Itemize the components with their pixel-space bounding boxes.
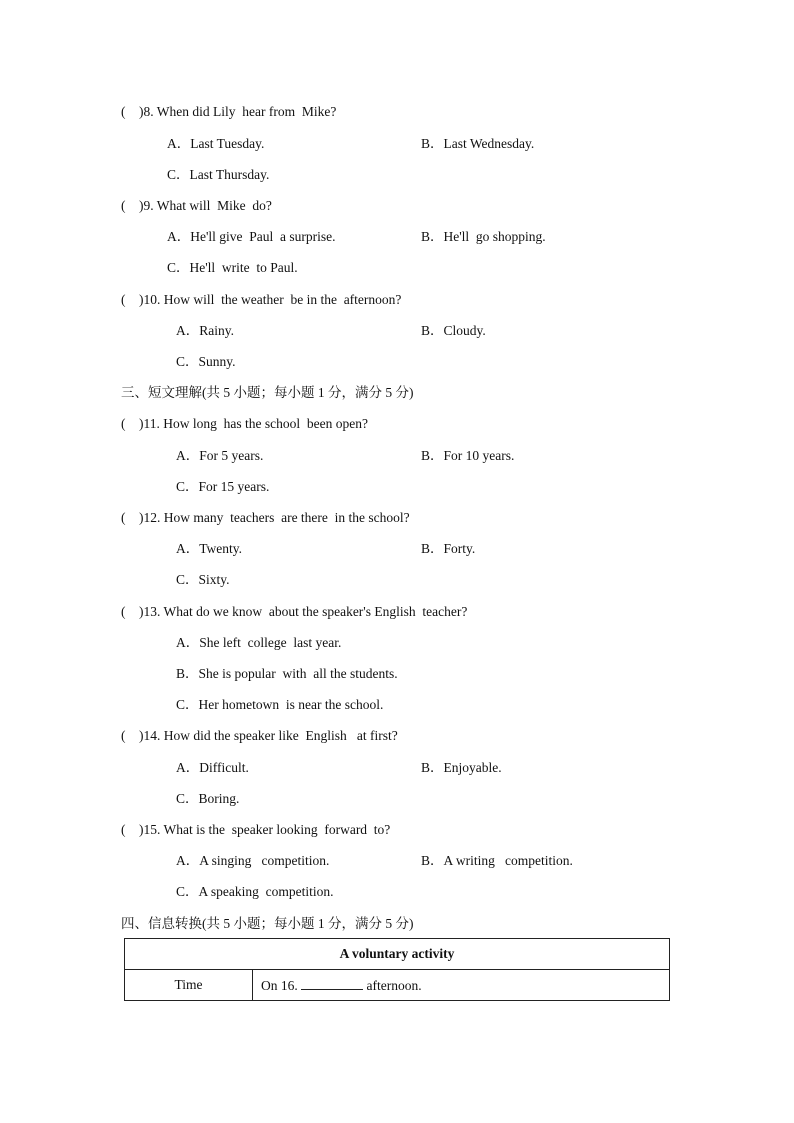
question-stem-14: ( )14. How did the speaker like English at first? <box>121 728 398 743</box>
option-b-9: B．He'll go shopping. <box>421 229 546 244</box>
option-b-13: B．She is popular with all the students. <box>176 666 398 681</box>
option-a-10: A．Rainy. <box>176 323 234 338</box>
section-heading-four: 四、信息转换(共 5 小题；每小题 1 分，满分 5 分) <box>121 916 414 931</box>
option-a-9: A．He'll give Paul a surprise. <box>167 229 336 244</box>
option-a-14: A．Difficult. <box>176 760 249 775</box>
option-c-15: C．A speaking competition. <box>176 884 334 899</box>
question-stem-11: ( )11. How long has the school been open? <box>121 416 368 431</box>
option-c-9: C．He'll write to Paul. <box>167 260 298 275</box>
option-b-8: B．Last Wednesday. <box>421 136 535 151</box>
question-stem-13: ( )13. What do we know about the speaker's English teacher? <box>121 604 468 619</box>
table-title: A voluntary activity <box>125 939 670 970</box>
table-row-value-prefix: On 16. <box>261 977 298 993</box>
table-title-row <box>125 939 670 970</box>
option-c-11: C．For 15 years. <box>176 479 270 494</box>
option-a-12: A．Twenty. <box>176 541 243 556</box>
option-a-13: A．She left college last year. <box>176 635 342 650</box>
info-table <box>124 938 670 1001</box>
table-row-value-suffix: afternoon. <box>363 977 422 993</box>
section-heading-three: 三、短文理解(共 5 小题；每小题 1 分，满分 5 分) <box>121 385 414 400</box>
question-stem-10: ( )10. How will the weather be in the afternoon? <box>121 292 402 307</box>
option-b-10: B．Cloudy. <box>421 323 486 338</box>
option-c-14: C．Boring. <box>176 791 240 806</box>
table-row-label: Time <box>125 970 253 1001</box>
option-b-11: B．For 10 years. <box>421 448 515 463</box>
option-c-13: C．Her hometown is near the school. <box>176 697 384 712</box>
option-c-8: C．Last Thursday. <box>167 167 270 182</box>
question-stem-15: ( )15. What is the speaker looking forward to? <box>121 822 391 837</box>
table-row-value <box>253 970 670 1001</box>
option-c-10: C．Sunny. <box>176 354 236 369</box>
question-stem-12: ( )12. How many teachers are there in the school? <box>121 510 410 525</box>
option-c-12: C．Sixty. <box>176 572 230 587</box>
option-a-8: A．Last Tuesday. <box>167 136 265 151</box>
option-b-14: B．Enjoyable. <box>421 760 502 775</box>
option-a-15: A．A singing competition. <box>176 853 330 868</box>
option-b-15: B．A writing competition. <box>421 853 573 868</box>
table-row <box>125 970 670 1001</box>
option-a-11: A．For 5 years. <box>176 448 264 463</box>
option-b-12: B．Forty. <box>421 541 476 556</box>
question-stem-9: ( )9. What will Mike do? <box>121 198 272 213</box>
answer-blank[interactable] <box>301 977 363 990</box>
question-stem-8: ( )8. When did Lily hear from Mike? <box>121 104 337 119</box>
